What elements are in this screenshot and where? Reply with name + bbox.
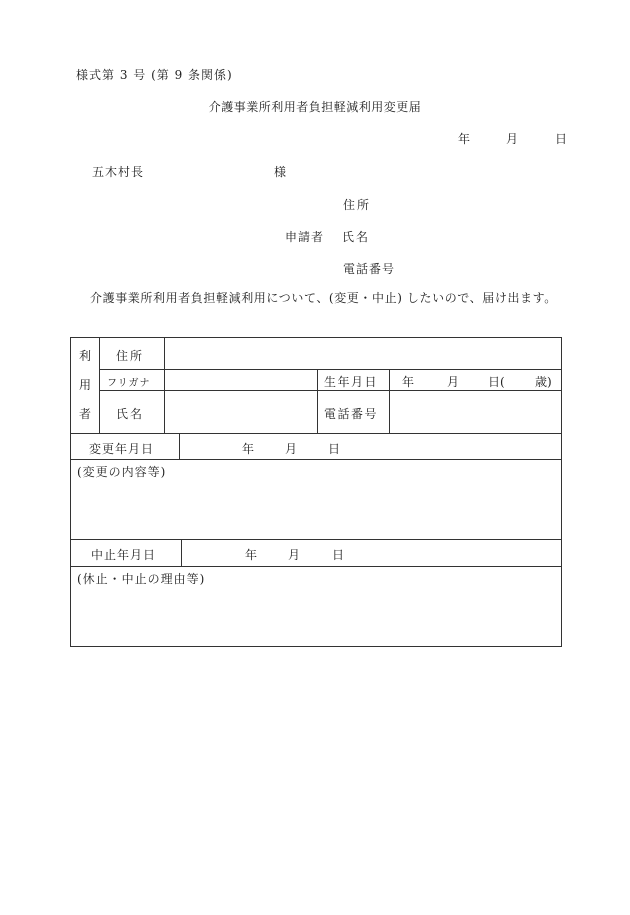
user-group-char-2: 用 [79,378,92,392]
change-date-label: 変更年月日 [89,442,155,456]
user-name-field[interactable] [165,391,316,432]
change-day: 日 [328,442,341,456]
addressee-name: 五木村長 [92,165,145,179]
applicant-phone-label: 電話番号 [343,262,396,276]
stop-date-label: 中止年月日 [91,548,157,562]
date-day: 日 [555,132,568,146]
document-title: 介護事業所利用者負担軽減利用変更届 [208,100,422,114]
birthdate-label: 生年月日 [324,375,379,389]
stop-month: 月 [288,548,301,562]
user-address-label: 住所 [116,349,145,363]
addressee [92,163,288,180]
submission-date [458,130,567,147]
change-details-label: (変更の内容等) [77,465,167,479]
birth-day: 日( [488,375,505,389]
change-year: 年 [242,442,255,456]
furigana-label: フリガナ [107,378,151,389]
body-text: 介護事業所利用者負担軽減利用について、(変更・中止) したいので、届け出ます。 [90,291,557,305]
stop-year: 年 [245,548,258,562]
stop-day: 日 [332,548,345,562]
stop-reason-field[interactable] [72,585,560,645]
birth-month: 月 [447,375,460,389]
form-number: 様式第 3 号 (第 9 条関係) [76,68,233,82]
age-suffix: 歳) [535,375,552,389]
applicant-address-label: 住所 [343,198,372,212]
user-group-char-1: 利 [79,349,92,363]
furigana-field[interactable] [165,370,316,390]
user-phone-field[interactable] [390,391,561,432]
user-name-label: 氏名 [116,407,145,421]
user-group-char-3: 者 [79,407,92,421]
stop-reason-label: (休止・中止の理由等) [77,572,206,586]
applicant-label: 申請者 [285,230,325,244]
form-table [70,337,562,647]
birth-year: 年 [402,375,415,389]
change-month: 月 [285,442,298,456]
user-phone-label: 電話番号 [324,407,379,421]
change-details-field[interactable] [72,478,560,538]
addressee-honorific: 様 [274,165,288,179]
applicant-name-row [285,228,371,245]
date-month: 月 [506,132,519,146]
date-year: 年 [458,132,471,146]
applicant-name-label: 氏名 [342,230,371,244]
user-address-field[interactable] [165,339,561,368]
